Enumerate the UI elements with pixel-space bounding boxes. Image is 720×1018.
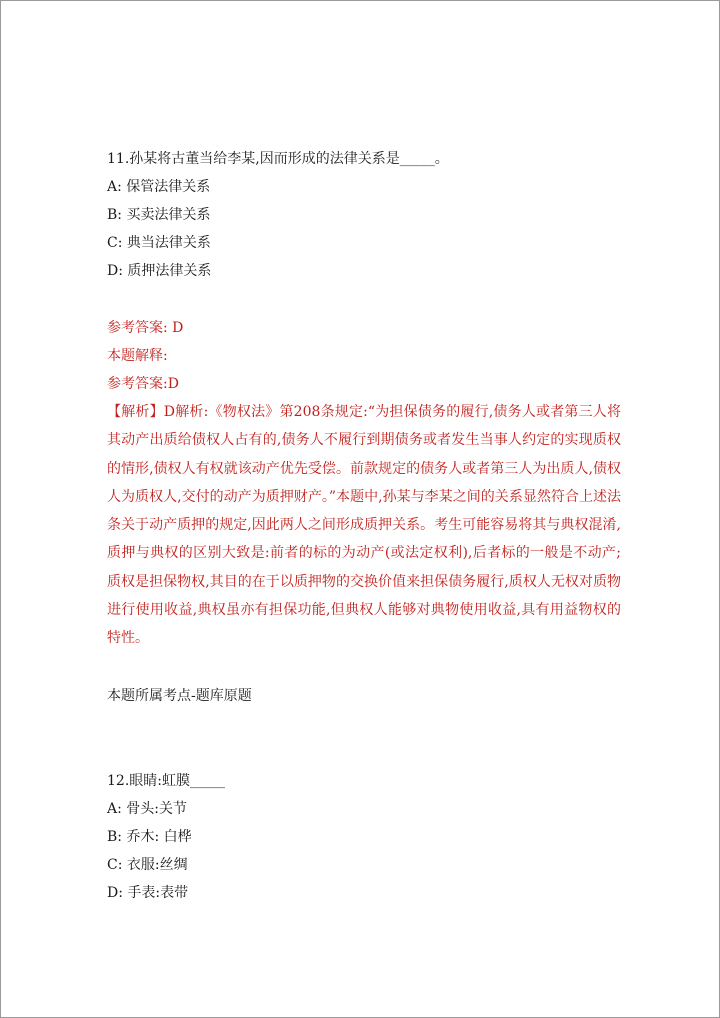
question-11-option-a: A: 保管法律关系 bbox=[107, 179, 211, 195]
reference-answer: 参考答案: D bbox=[107, 320, 184, 336]
question-12-option-c: C: 衣服:丝绸 bbox=[107, 857, 188, 873]
topic-line: 本题所属考点-题库原题 bbox=[107, 688, 252, 704]
analysis-tag: 【解析】 bbox=[107, 404, 164, 420]
question-11-option-d: D: 质押法律关系 bbox=[107, 263, 212, 279]
question-11-option-b: B: 买卖法律关系 bbox=[107, 207, 211, 223]
analysis-paragraph bbox=[107, 398, 621, 653]
explanation-label: 本题解释: bbox=[107, 348, 168, 364]
question-12-option-d: D: 手表:表带 bbox=[107, 885, 189, 901]
question-12-option-b: B: 乔木: 白桦 bbox=[107, 829, 192, 845]
analysis-text: D解析:《物权法》第208条规定:“为担保债务的履行,债务人或者第三人将其动产出质给债权人占有的,债务人不履行到期债务或者发生当事人约定的实现质权的情形,债权人有权就该动产优先受偿。前款规定的债务人或者第三人为出质人,债权人为质权人,交付的动产为质押财产。”本题中,孙某与李某之间的关系显然符合上述法条关于动产质押的规定,因此两人之间形成质押关系。考生可能容易将其与典权混淆,质押与典权的区别大致是:前者的标的为动产(或法定权利),后者标的一般是不动产;质权是担保物权,其目的在于以质押物的交换价值来担保债务履行,质权人无权对质物进行使用收益,典权虽亦有担保功能,但典权人能够对典物使用收益,具有用益物权的特性。 bbox=[107, 404, 621, 647]
question-12-stem: 12.眼睛:虹膜_____ bbox=[107, 773, 225, 789]
question-11-stem: 11.孙某将古董当给李某,因而形成的法律关系是_____。 bbox=[107, 151, 449, 167]
question-11-option-c: C: 典当法律关系 bbox=[107, 235, 211, 251]
question-12-option-a: A: 骨头:关节 bbox=[107, 801, 187, 817]
reference-answer-2: 参考答案:D bbox=[107, 376, 179, 392]
